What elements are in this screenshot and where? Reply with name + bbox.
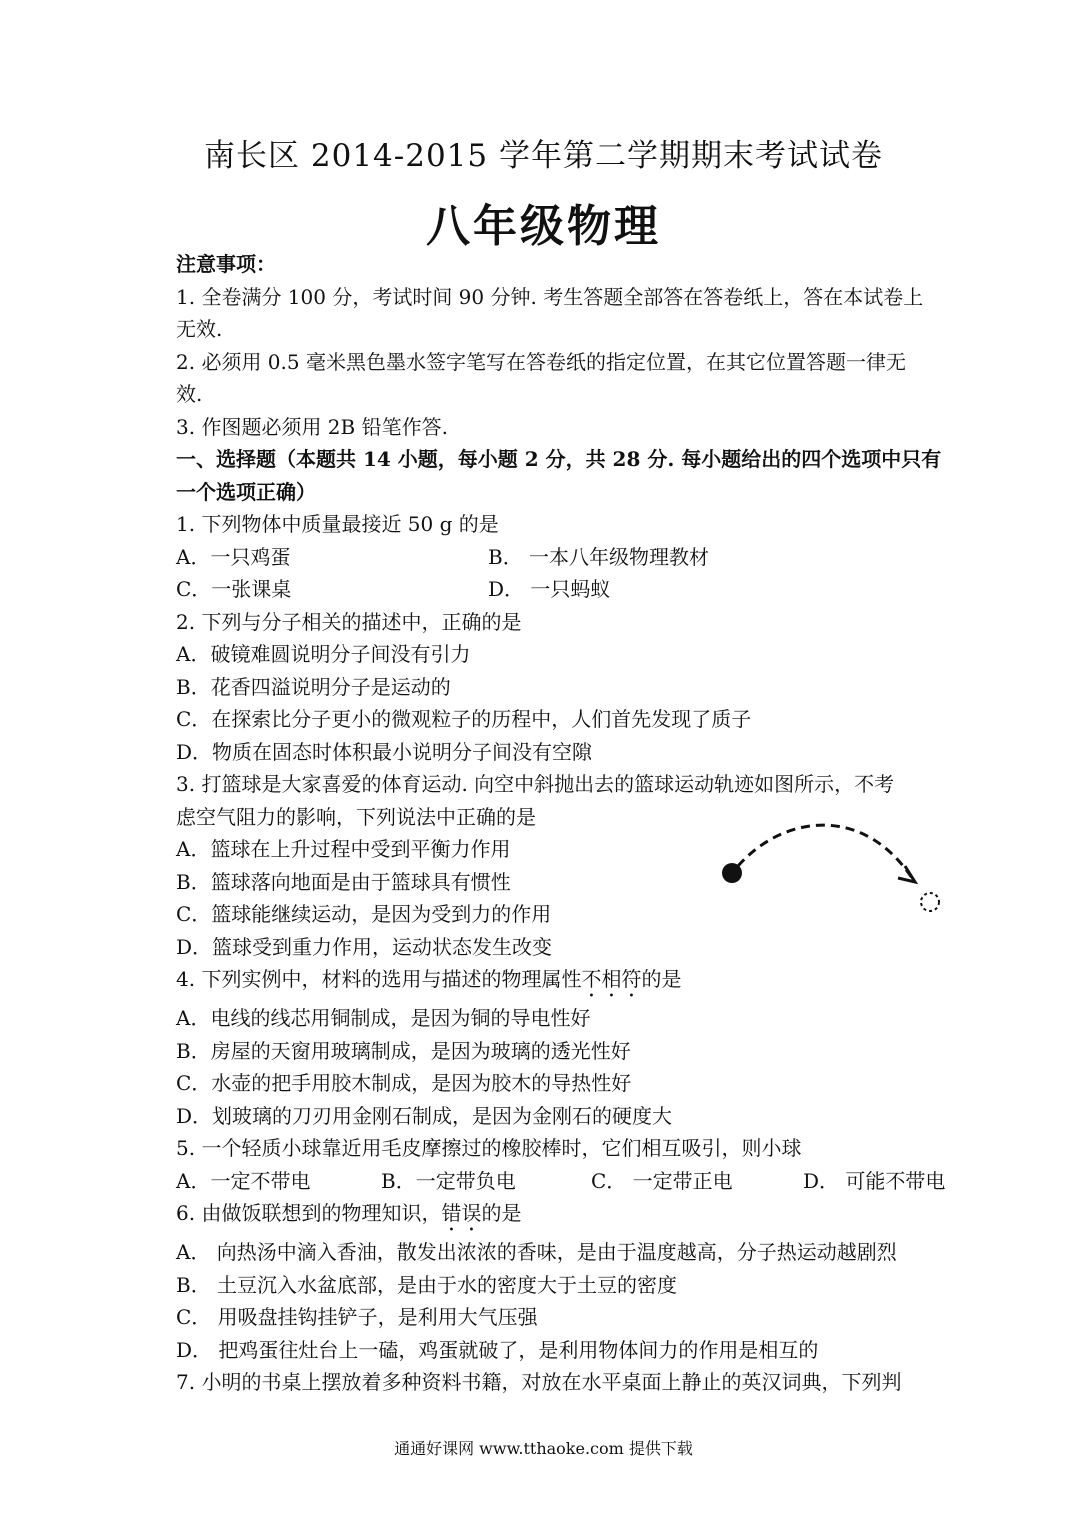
question-stem: 虑空气阻力的影响，下列说法中正确的是 (176, 804, 536, 829)
option-d: D．划玻璃的刀刃用金刚石制成，是因为金刚石的硬度大 (176, 1103, 673, 1128)
option-b: B．房屋的天窗用玻璃制成，是因为玻璃的透光性好 (176, 1038, 631, 1063)
section-heading: 一、选择题（本题共 14 小题，每小题 2 分，共 28 分. 每小题给出的四个选项中只有 (176, 447, 942, 471)
notice-line: 无效. (176, 317, 223, 341)
option-b: B．一定带负电 (381, 1168, 516, 1193)
emphasized-text: 不相符 (581, 967, 642, 991)
question-stem: 3. 打篮球是大家喜爱的体育运动. 向空中斜抛出去的篮球运动轨迹如图所示，不考 (176, 772, 895, 796)
question-stem: 1. 下列物体中质量最接近 50 g 的是 (176, 512, 499, 536)
question-stem: 5. 一个轻质小球靠近用毛皮摩擦过的橡胶棒时，它们相互吸引，则小球 (176, 1136, 802, 1160)
option-a: A．篮球在上升过程中受到平衡力作用 (176, 837, 511, 861)
option-a: A．破镜难圆说明分子间没有引力 (176, 642, 471, 666)
question-stem: 7. 小明的书桌上摆放着多种资料书籍，对放在水平桌面上静止的英汉词典，下列判 (176, 1370, 902, 1394)
stem-text: 的是 (481, 1201, 522, 1225)
subject-title: 八年级物理 (426, 201, 661, 252)
option-a: A．一定不带电 (176, 1168, 311, 1193)
option-c: C． 一定带正电 (591, 1168, 733, 1193)
option-b: B．篮球落向地面是由于篮球具有惯性 (176, 869, 511, 894)
option-a: A．一只鸡蛋 (176, 544, 291, 569)
option-a: A．电线的线芯用铜制成，是因为铜的导电性好 (176, 1006, 591, 1030)
basketball-end-icon (921, 893, 939, 911)
exam-title: 南长区 2014-2015 学年第二学期期末考试试卷 (204, 138, 883, 174)
stem-text: 6. 由做饭联想到的物理知识， (176, 1201, 442, 1225)
emphasized-text: 错误 (441, 1201, 482, 1225)
option-row (176, 573, 976, 606)
option-c: C．在探索比分子更小的微观粒子的历程中，人们首先发现了质子 (176, 707, 752, 731)
option-d: D． 一只蚂蚁 (488, 577, 611, 601)
notice-line: 3. 作图题必须用 2B 铅笔作答. (176, 414, 448, 439)
option-d: D．篮球受到重力作用，运动状态发生改变 (176, 934, 553, 959)
notice-line: 效. (176, 382, 203, 406)
option-b: B．花香四溢说明分子是运动的 (176, 674, 451, 699)
stem-text: 的是 (641, 967, 682, 991)
option-c: C．一张课桌 (176, 577, 292, 601)
section-heading: 一个选项正确） (176, 479, 316, 504)
question-stem (176, 963, 976, 1002)
stem-text: 4. 下列实例中，材料的选用与描述的物理属性 (176, 967, 582, 991)
basketball-trajectory-icon (712, 808, 952, 918)
option-c: C． 用吸盘挂钩挂铲子，是利用大气压强 (176, 1305, 538, 1329)
notice-line: 2. 必须用 0.5 毫米黑色墨水签字笔写在答卷纸的指定位置，在其它位置答题一律无 (176, 349, 906, 374)
notice-line: 1. 全卷满分 100 分，考试时间 90 分钟. 考生答题全部答在答卷纸上，答在本试卷上 (176, 284, 924, 309)
option-row (176, 541, 976, 574)
option-c: C．篮球能继续运动，是因为受到力的作用 (176, 902, 552, 926)
option-b: B． 一本八年级物理教材 (488, 544, 710, 569)
trajectory-path (738, 825, 912, 878)
option-d: D． 把鸡蛋往灶台上一磕，鸡蛋就破了，是利用物体间力的作用是相互的 (176, 1337, 819, 1362)
question-stem (176, 1197, 976, 1236)
option-a: A． 向热汤中滴入香油，散发出浓浓的香味，是由于温度越高，分子热运动越剧烈 (176, 1240, 897, 1264)
option-d: D．物质在固态时体积最小说明分子间没有空隙 (176, 739, 593, 764)
question-stem: 2. 下列与分子相关的描述中，正确的是 (176, 609, 522, 634)
option-d: D． 可能不带电 (803, 1168, 946, 1193)
option-c: C．水壶的把手用胶木制成，是因为胶木的导热性好 (176, 1071, 632, 1095)
footer-text: 通通好课网 www.tthaoke.com 提供下载 (394, 1439, 693, 1458)
arrowhead-icon (898, 866, 915, 882)
option-row (176, 1165, 976, 1198)
option-b: B． 土豆沉入水盆底部，是由于水的密度大于土豆的密度 (176, 1272, 678, 1297)
notice-heading: 注意事项： (176, 252, 276, 276)
